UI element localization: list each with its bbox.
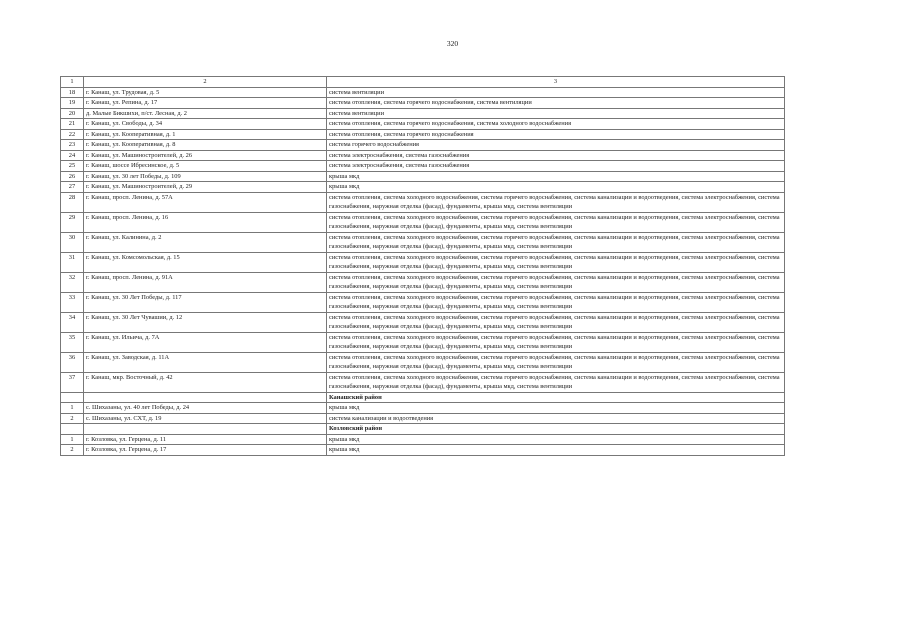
row-number: 28 <box>61 192 84 212</box>
section-blank-cell <box>84 424 327 435</box>
row-works: система электроснабжения, система газоснабжения <box>327 161 785 172</box>
table-row <box>61 434 785 445</box>
table-row <box>61 108 785 119</box>
row-address: г. Канаш, ул. Комсомольская, д. 15 <box>84 252 327 272</box>
table-row <box>61 232 785 252</box>
row-address: г. Канаш, ул. 30 лет Победы, д. 109 <box>84 171 327 182</box>
row-works: крыша мкд <box>327 445 785 456</box>
row-address: г. Канаш, просп. Ленина, д. 16 <box>84 212 327 232</box>
header-cell-number: 1 <box>61 77 84 88</box>
row-works: крыша мкд <box>327 434 785 445</box>
row-number: 2 <box>61 413 84 424</box>
row-number: 37 <box>61 372 84 392</box>
row-address: г. Канаш, ул. Машиностроителей, д. 29 <box>84 182 327 193</box>
row-works: система электроснабжения, система газоснабжения <box>327 150 785 161</box>
section-blank-cell <box>84 392 327 403</box>
row-address: г. Канаш, ул. Заводская, д. 11А <box>84 352 327 372</box>
table-row <box>61 119 785 130</box>
row-works: система вентиляции <box>327 87 785 98</box>
row-works: система отопления, система горячего водоснабжения, система холодного водоснабжения <box>327 119 785 130</box>
row-number: 34 <box>61 312 84 332</box>
section-row <box>61 392 785 403</box>
row-address: г. Канаш, ул. Калинина, д. 2 <box>84 232 327 252</box>
table-header-row <box>61 77 785 88</box>
row-works: система отопления, система холодного водоснабжения, система горячего водоснабжения, система канализации и водоотведения, система электроснабжения, система газоснабжения, наружная отделка (фасад), фундаменты, крыша мкд, система вентиляции <box>327 292 785 312</box>
row-number: 27 <box>61 182 84 193</box>
row-works: система отопления, система холодного водоснабжения, система горячего водоснабжения, система канализации и водоотведения, система электроснабжения, система газоснабжения, наружная отделка (фасад), фундаменты, крыша мкд, система вентиляции <box>327 192 785 212</box>
row-works: система канализации и водоотведения <box>327 413 785 424</box>
row-number: 36 <box>61 352 84 372</box>
table-row <box>61 140 785 151</box>
row-number: 19 <box>61 98 84 109</box>
table-row <box>61 413 785 424</box>
row-address: г. Канаш, просп. Ленина, д. 57А <box>84 192 327 212</box>
row-address: г. Канаш, ул. Трудовая, д. 5 <box>84 87 327 98</box>
row-address: г. Канаш, мкр. Восточный, д. 42 <box>84 372 327 392</box>
row-address: г. Козловка, ул. Герцена, д. 17 <box>84 445 327 456</box>
table-row <box>61 252 785 272</box>
row-number: 23 <box>61 140 84 151</box>
section-blank-cell <box>61 392 84 403</box>
row-number: 29 <box>61 212 84 232</box>
row-address: г. Канаш, ул. Репина, д. 17 <box>84 98 327 109</box>
row-works: система отопления, система горячего водоснабжения <box>327 129 785 140</box>
row-address: г. Канаш, ул. Свободы, д. 34 <box>84 119 327 130</box>
row-address: г. Канаш, шоссе Ибресинское, д. 5 <box>84 161 327 172</box>
works-table <box>60 76 785 456</box>
row-number: 21 <box>61 119 84 130</box>
row-works: крыша мкд <box>327 171 785 182</box>
table-row <box>61 332 785 352</box>
row-works: крыша мкд <box>327 403 785 414</box>
row-number: 30 <box>61 232 84 252</box>
row-address: г. Канаш, ул. 30 Лет Победы, д. 117 <box>84 292 327 312</box>
row-address: г. Канаш, ул. Кооперативная, д. 8 <box>84 140 327 151</box>
page-number: 320 <box>446 39 459 48</box>
table-row <box>61 372 785 392</box>
table-row <box>61 182 785 193</box>
row-address: д. Малые Бикшихи, п/ст. Лесная, д. 2 <box>84 108 327 119</box>
row-works: система горячего водоснабжения <box>327 140 785 151</box>
row-number: 32 <box>61 272 84 292</box>
row-works: система отопления, система горячего водоснабжения, система вентиляции <box>327 98 785 109</box>
table-body <box>61 77 785 456</box>
table-row <box>61 352 785 372</box>
table-row <box>61 312 785 332</box>
section-title: Козловский район <box>327 424 785 435</box>
section-blank-cell <box>61 424 84 435</box>
row-number: 33 <box>61 292 84 312</box>
header-cell-address: 2 <box>84 77 327 88</box>
row-works: система отопления, система холодного водоснабжения, система горячего водоснабжения, система канализации и водоотведения, система электроснабжения, система газоснабжения, наружная отделка (фасад), фундаменты, крыша мкд, система вентиляции <box>327 332 785 352</box>
row-address: г. Канаш, ул. Ильича, д. 7А <box>84 332 327 352</box>
section-title: Канашский район <box>327 392 785 403</box>
row-address: г. Канаш, ул. Машиностроителей, д. 26 <box>84 150 327 161</box>
table-row <box>61 292 785 312</box>
row-address: г. Канаш, ул. 30 Лет Чувашии, д. 12 <box>84 312 327 332</box>
row-works: система отопления, система холодного водоснабжения, система горячего водоснабжения, система канализации и водоотведения, система электроснабжения, система газоснабжения, наружная отделка (фасад), фундаменты, крыша мкд, система вентиляции <box>327 252 785 272</box>
table-row <box>61 129 785 140</box>
table-row <box>61 272 785 292</box>
row-number: 31 <box>61 252 84 272</box>
row-number: 2 <box>61 445 84 456</box>
section-row <box>61 424 785 435</box>
table-row <box>61 161 785 172</box>
table-row <box>61 445 785 456</box>
row-number: 35 <box>61 332 84 352</box>
table-row <box>61 212 785 232</box>
row-address: с. Шихазаны, ул. 40 лет Победы, д. 24 <box>84 403 327 414</box>
row-number: 25 <box>61 161 84 172</box>
table-row <box>61 171 785 182</box>
row-number: 20 <box>61 108 84 119</box>
row-number: 22 <box>61 129 84 140</box>
table-row <box>61 192 785 212</box>
row-address: г. Канаш, просп. Ленина, д. 91А <box>84 272 327 292</box>
row-works: система отопления, система холодного водоснабжения, система горячего водоснабжения, система канализации и водоотведения, система электроснабжения, система газоснабжения, наружная отделка (фасад), фундаменты, крыша мкд, система вентиляции <box>327 312 785 332</box>
table-row <box>61 150 785 161</box>
table-row <box>61 98 785 109</box>
row-works: система вентиляции <box>327 108 785 119</box>
row-works: система отопления, система холодного водоснабжения, система горячего водоснабжения, система канализации и водоотведения, система электроснабжения, система газоснабжения, наружная отделка (фасад), фундаменты, крыша мкд, система вентиляции <box>327 232 785 252</box>
row-number: 26 <box>61 171 84 182</box>
row-address: г. Канаш, ул. Кооперативная, д. 1 <box>84 129 327 140</box>
row-works: система отопления, система холодного водоснабжения, система горячего водоснабжения, система канализации и водоотведения, система электроснабжения, система газоснабжения, наружная отделка (фасад), фундаменты, крыша мкд, система вентиляции <box>327 372 785 392</box>
row-number: 18 <box>61 87 84 98</box>
row-works: система отопления, система холодного водоснабжения, система горячего водоснабжения, система канализации и водоотведения, система электроснабжения, система газоснабжения, наружная отделка (фасад), фундаменты, крыша мкд, система вентиляции <box>327 212 785 232</box>
row-works: система отопления, система холодного водоснабжения, система горячего водоснабжения, система канализации и водоотведения, система электроснабжения, система газоснабжения, наружная отделка (фасад), фундаменты, крыша мкд, система вентиляции <box>327 352 785 372</box>
row-address: г. Козловка, ул. Герцена, д. 11 <box>84 434 327 445</box>
row-works: крыша мкд <box>327 182 785 193</box>
header-cell-works: 3 <box>327 77 785 88</box>
row-number: 1 <box>61 403 84 414</box>
table-row <box>61 403 785 414</box>
row-number: 1 <box>61 434 84 445</box>
table-row <box>61 87 785 98</box>
row-number: 24 <box>61 150 84 161</box>
row-address: с. Шихазаны, ул. СХТ, д. 19 <box>84 413 327 424</box>
row-works: система отопления, система холодного водоснабжения, система горячего водоснабжения, система канализации и водоотведения, система электроснабжения, система газоснабжения, наружная отделка (фасад), фундаменты, крыша мкд, система вентиляции <box>327 272 785 292</box>
